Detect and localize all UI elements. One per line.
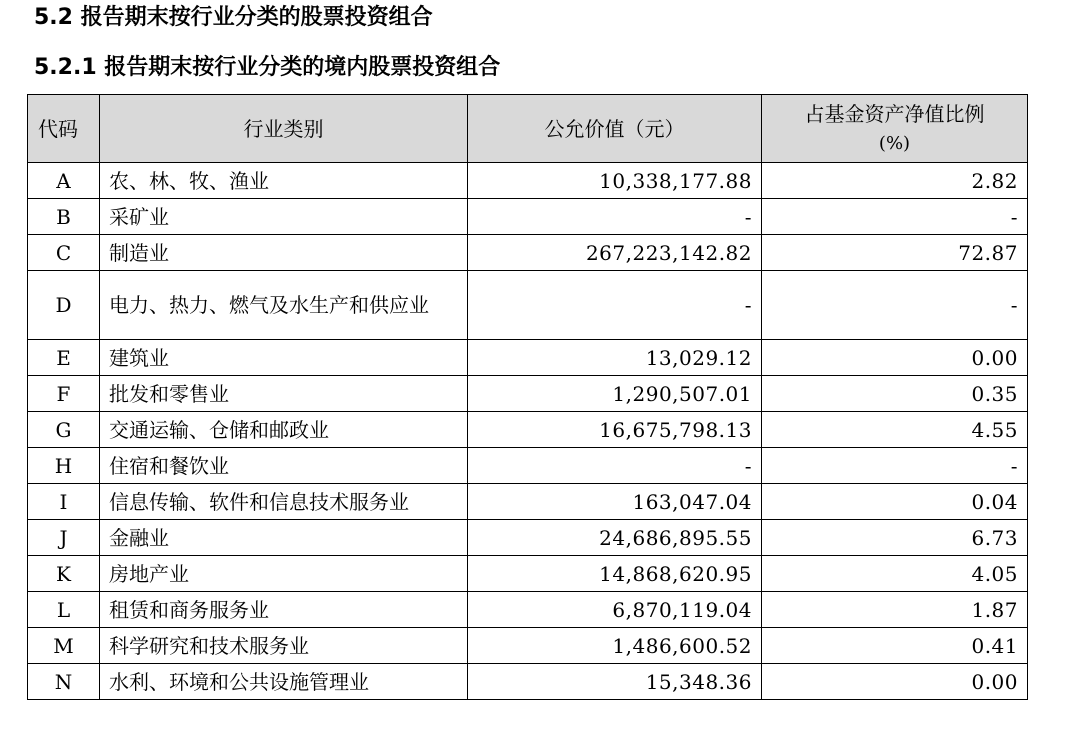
- cell-industry: 租赁和商务服务业: [100, 592, 468, 628]
- cell-code: D: [28, 271, 100, 340]
- cell-industry: 制造业: [100, 235, 468, 271]
- table-row: [28, 592, 1028, 628]
- cell-ratio: 0.35: [762, 376, 1028, 412]
- cell-fair-value: 1,486,600.52: [468, 628, 762, 664]
- cell-industry: 农、林、牧、渔业: [100, 163, 468, 199]
- header-ratio-unit: (%): [878, 132, 911, 154]
- cell-fair-value: 13,029.12: [468, 340, 762, 376]
- cell-ratio: -: [762, 271, 1028, 340]
- header-code: 代码: [28, 95, 100, 163]
- table-row: [28, 412, 1028, 448]
- table-row: [28, 664, 1028, 700]
- cell-ratio: -: [762, 448, 1028, 484]
- cell-industry: 建筑业: [100, 340, 468, 376]
- cell-industry: 采矿业: [100, 199, 468, 235]
- cell-ratio: 4.05: [762, 556, 1028, 592]
- cell-ratio: -: [762, 199, 1028, 235]
- table-row: [28, 376, 1028, 412]
- cell-code: C: [28, 235, 100, 271]
- cell-fair-value: 16,675,798.13: [468, 412, 762, 448]
- table-row: [28, 235, 1028, 271]
- cell-code: H: [28, 448, 100, 484]
- subsection-heading: 5.2.1 报告期末按行业分类的境内股票投资组合: [34, 55, 501, 80]
- cell-code: G: [28, 412, 100, 448]
- table-row: [28, 163, 1028, 199]
- cell-fair-value: 10,338,177.88: [468, 163, 762, 199]
- cell-industry: 房地产业: [100, 556, 468, 592]
- section-heading: 5.2 报告期末按行业分类的股票投资组合: [34, 5, 433, 30]
- table-row: [28, 520, 1028, 556]
- cell-fair-value: -: [468, 199, 762, 235]
- cell-code: M: [28, 628, 100, 664]
- cell-industry: 金融业: [100, 520, 468, 556]
- cell-ratio: 6.73: [762, 520, 1028, 556]
- cell-code: K: [28, 556, 100, 592]
- cell-ratio: 2.82: [762, 163, 1028, 199]
- cell-ratio: 0.00: [762, 664, 1028, 700]
- table-header-row: [28, 95, 1028, 163]
- cell-fair-value: -: [468, 271, 762, 340]
- header-fair-value: 公允价值（元）: [468, 95, 762, 163]
- header-industry: 行业类别: [100, 95, 468, 163]
- table-row: [28, 556, 1028, 592]
- cell-industry: 住宿和餐饮业: [100, 448, 468, 484]
- cell-code: B: [28, 199, 100, 235]
- cell-industry: 信息传输、软件和信息技术服务业: [100, 484, 468, 520]
- table-row: [28, 199, 1028, 235]
- cell-ratio: 72.87: [762, 235, 1028, 271]
- cell-ratio: 4.55: [762, 412, 1028, 448]
- cell-fair-value: 15,348.36: [468, 664, 762, 700]
- cell-code: I: [28, 484, 100, 520]
- cell-ratio: 0.00: [762, 340, 1028, 376]
- cell-fair-value: -: [468, 448, 762, 484]
- header-ratio: [762, 95, 1028, 163]
- table-row: [28, 271, 1028, 340]
- cell-fair-value: 1,290,507.01: [468, 376, 762, 412]
- header-ratio-line1: 占基金资产净值比例: [804, 101, 985, 126]
- cell-industry: 交通运输、仓储和邮政业: [100, 412, 468, 448]
- cell-industry: 电力、热力、燃气及水生产和供应业: [100, 271, 468, 340]
- cell-ratio: 0.04: [762, 484, 1028, 520]
- cell-code: A: [28, 163, 100, 199]
- industry-stock-table: [27, 94, 1028, 700]
- cell-ratio: 0.41: [762, 628, 1028, 664]
- cell-code: L: [28, 592, 100, 628]
- cell-fair-value: 267,223,142.82: [468, 235, 762, 271]
- cell-fair-value: 24,686,895.55: [468, 520, 762, 556]
- table-row: [28, 448, 1028, 484]
- cell-fair-value: 6,870,119.04: [468, 592, 762, 628]
- table-row: [28, 628, 1028, 664]
- cell-code: E: [28, 340, 100, 376]
- table-row: [28, 340, 1028, 376]
- cell-fair-value: 14,868,620.95: [468, 556, 762, 592]
- cell-industry: 水利、环境和公共设施管理业: [100, 664, 468, 700]
- cell-code: F: [28, 376, 100, 412]
- cell-code: N: [28, 664, 100, 700]
- cell-code: J: [28, 520, 100, 556]
- cell-industry: 科学研究和技术服务业: [100, 628, 468, 664]
- cell-fair-value: 163,047.04: [468, 484, 762, 520]
- cell-industry: 批发和零售业: [100, 376, 468, 412]
- table-row: [28, 484, 1028, 520]
- cell-ratio: 1.87: [762, 592, 1028, 628]
